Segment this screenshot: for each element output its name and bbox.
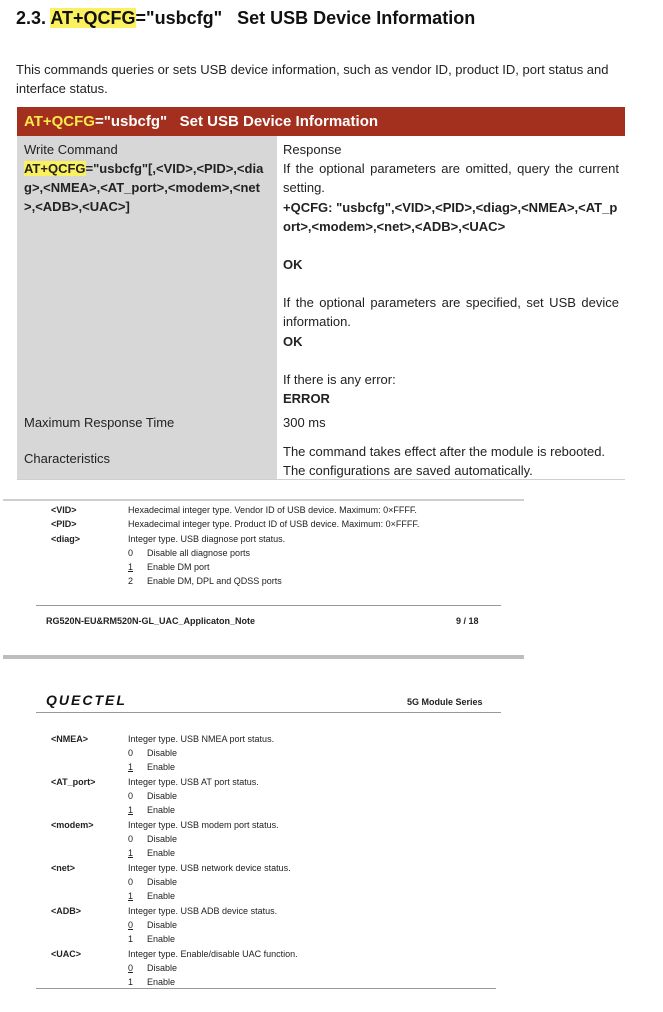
option-value: 1 [128, 762, 134, 772]
max-response-value: 300 ms [277, 408, 625, 438]
page-edge [3, 499, 524, 501]
option-value: 0 [128, 920, 134, 930]
option-value: 1 [128, 977, 134, 987]
heading-command: AT+QCFG [50, 8, 136, 28]
param-desc-diag: Integer type. USB diagnose port status. [128, 534, 286, 544]
series-label: 5G Module Series [407, 697, 483, 707]
characteristics-line-1: The command takes effect after the module is rebooted. [283, 444, 606, 459]
option-text: Enable [147, 934, 176, 944]
write-command-label: Write Command [24, 142, 118, 157]
response-label: Response [283, 142, 342, 157]
option-text: Enable [147, 805, 176, 815]
param-desc: Integer type. USB ADB device status. [128, 906, 278, 916]
option-value: 0 [128, 791, 134, 801]
option-text: Enable [147, 762, 176, 772]
option-text: Disable [147, 963, 178, 973]
table-bottom-border [17, 479, 625, 480]
header-rule [36, 712, 501, 713]
param-name: <AT_port> [51, 777, 96, 787]
option-value: 0 [128, 748, 134, 758]
option-text: Enable [147, 848, 176, 858]
option-text: Enable [147, 977, 176, 987]
option-value: 1 [128, 848, 134, 858]
diag-option-text: Enable DM port [147, 562, 210, 572]
response-error-text: If there is any error: [283, 371, 396, 387]
footer-rule [36, 605, 501, 606]
write-command-cell [17, 136, 277, 408]
option-value: 0 [128, 877, 134, 887]
option-text: Disable [147, 791, 178, 801]
option-value: 1 [128, 805, 134, 815]
diag-option-text: Enable DM, DPL and QDSS ports [147, 576, 282, 586]
param-desc: Integer type. USB network device status. [128, 863, 291, 873]
param-name: <UAC> [51, 949, 82, 959]
param-name: <ADB> [51, 906, 82, 916]
characteristics-line-2: The configurations are saved automatically. [283, 463, 533, 478]
option-value: 0 [128, 963, 134, 973]
param-name: <net> [51, 863, 76, 873]
param-name: <NMEA> [51, 734, 89, 744]
write-command-hl: AT+QCFG [24, 161, 86, 176]
section-heading [16, 8, 475, 29]
max-response-row [17, 408, 625, 438]
option-text: Disable [147, 877, 178, 887]
page-break [3, 655, 524, 659]
param-desc: Integer type. USB modem port status. [128, 820, 279, 830]
response-set-text: If the optional parameters are specified, set USB device information. [283, 295, 619, 330]
option-text: Disable [147, 834, 178, 844]
param-desc: Integer type. USB NMEA port status. [128, 734, 275, 744]
characteristics-cell [277, 438, 625, 479]
param-name: <modem> [51, 820, 94, 830]
quectel-logo: QUECTEL [46, 692, 127, 708]
characteristics-row [17, 438, 625, 479]
write-command-row [17, 136, 625, 408]
write-command-syntax [24, 159, 270, 216]
response-cell [277, 136, 625, 408]
option-text: Disable [147, 748, 178, 758]
param-desc-vid: Hexadecimal integer type. Vendor ID of USB device. Maximum: 0×FFFF. [128, 505, 417, 515]
response-error: ERROR [283, 391, 330, 407]
param-desc: Integer type. USB AT port status. [128, 777, 259, 787]
option-value: 1 [128, 934, 134, 944]
footer-document-name: RG520N-EU&RM520N-GL_UAC_Applicaton_Note [46, 616, 256, 626]
diag-option-text: Disable all diagnose ports [147, 548, 251, 558]
characteristics-label: Characteristics [17, 438, 277, 479]
diag-option-value: 2 [128, 576, 134, 586]
param-name-vid: <VID> [51, 505, 77, 515]
response-ok-1: OK [283, 257, 303, 273]
heading-title: ="usbcfg" Set USB Device Information [135, 8, 476, 28]
option-value: 1 [128, 891, 134, 901]
response-ok-2: OK [283, 333, 303, 349]
bottom-rule [36, 988, 496, 989]
response-query-format: +QCFG: "usbcfg",<VID>,<PID>,<diag>,<NMEA>,<AT_port>,<modem>,<net>,<ADB>,<UAC> [283, 199, 618, 234]
param-desc: Integer type. Enable/disable UAC function. [128, 949, 298, 959]
option-text: Disable [147, 920, 178, 930]
param-desc-pid: Hexadecimal integer type. Product ID of USB device. Maximum: 0×FFFF. [128, 519, 420, 529]
response-query-text: If the optional parameters are omitted, query the current setting. [283, 161, 619, 196]
footer-page-number: 9 / 18 [456, 616, 479, 626]
intro-paragraph: This commands queries or sets USB device information, such as vendor ID, product ID, port status and interface status. [16, 62, 609, 96]
param-name-diag: <diag> [51, 534, 81, 544]
diag-option-value: 0 [128, 548, 134, 558]
table-header-command: AT+QCFG [24, 113, 95, 130]
param-name-pid: <PID> [51, 519, 77, 529]
option-value: 0 [128, 834, 134, 844]
table-header [17, 107, 625, 136]
write-command-params: ="usbcfg"[,<VID>,<PID>,<diag>,<NMEA>,<AT_port>,<modem>,<net>,<ADB>,<UAC>] [24, 161, 264, 214]
diag-option-value: 1 [128, 562, 134, 572]
section-number: 2.3. [16, 8, 47, 28]
option-text: Enable [147, 891, 176, 901]
table-header-title: ="usbcfg" Set USB Device Information [94, 113, 379, 130]
max-response-label: Maximum Response Time [17, 408, 277, 438]
